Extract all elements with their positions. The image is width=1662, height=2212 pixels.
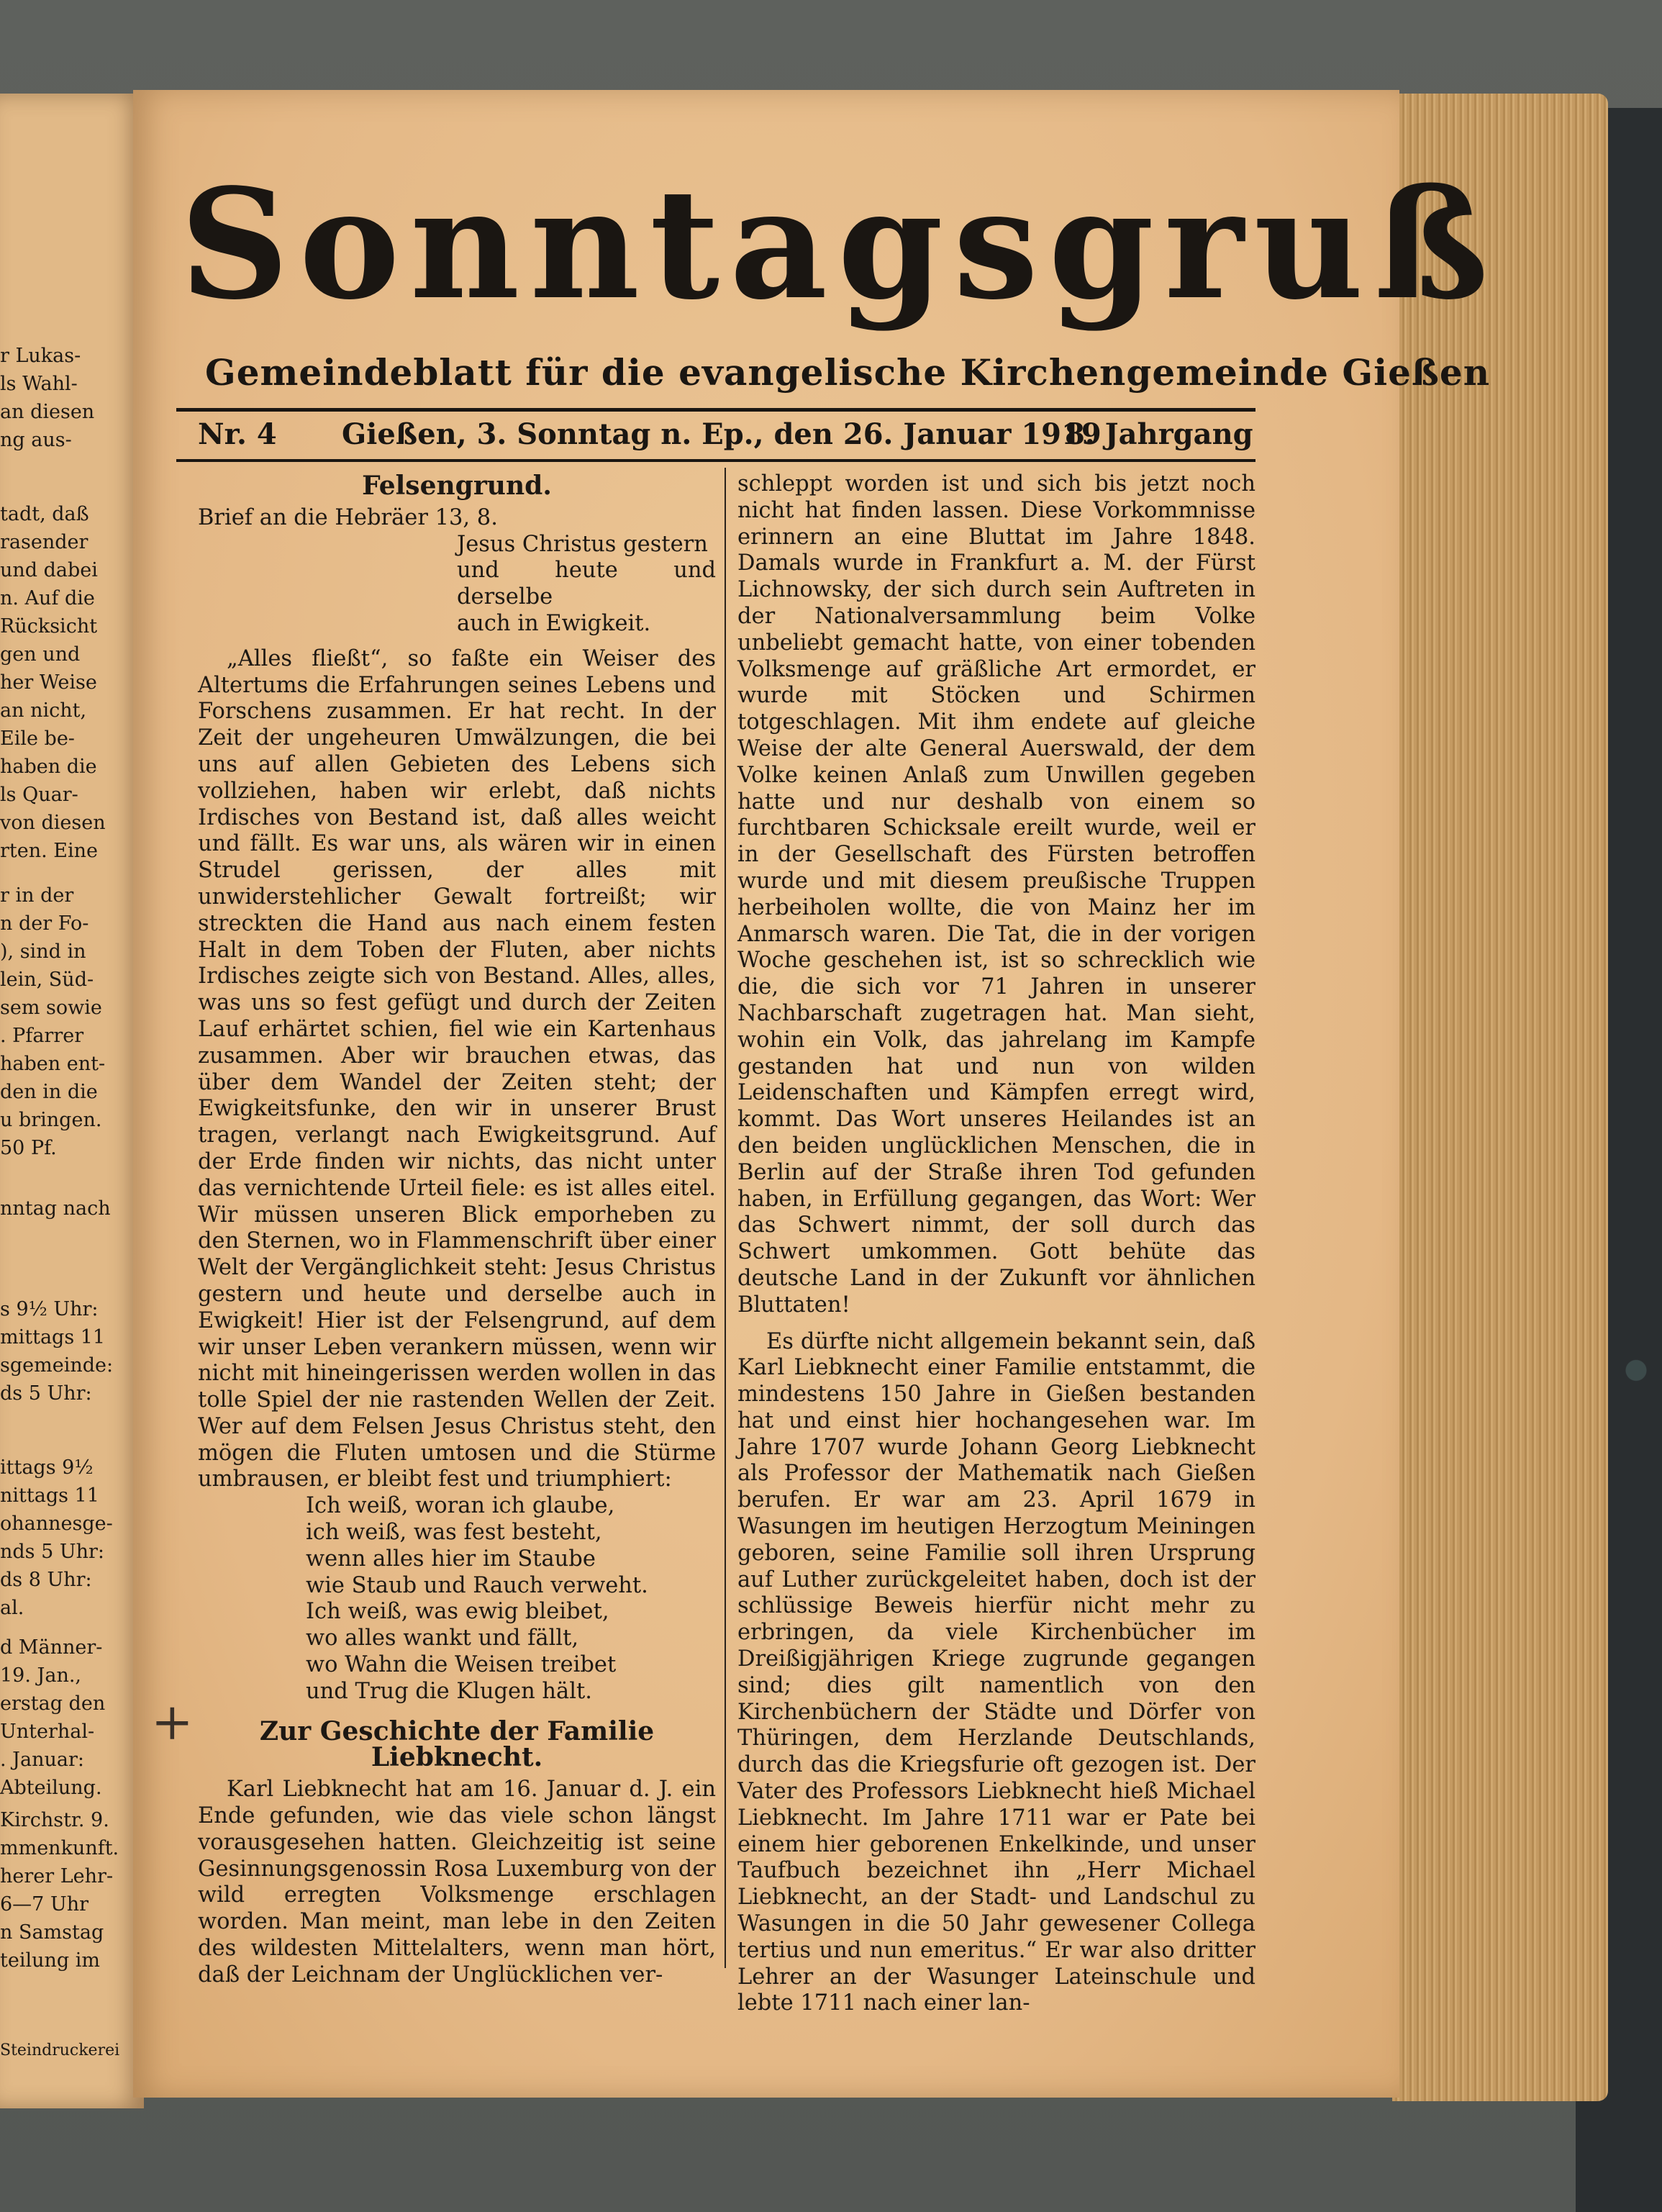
- issue-volume: 8. Jahrgang: [1065, 417, 1253, 451]
- previous-page-text: ittags 9½ nittags 11 ohannesge- nds 5 Uhr: ds 8 Uhr: al.: [0, 1456, 113, 1619]
- verse-line: und heute und derselbe: [457, 558, 716, 610]
- poem-line: Ich weiß, was ewig bleibet,: [306, 1599, 609, 1625]
- poem-line: wo alles wankt und fällt,: [306, 1626, 579, 1651]
- header-rule-top: [176, 408, 1255, 412]
- article-body: Es dürfte nicht allgemein bekannt sein, daß Karl Liebknecht einer Familie entstammt, die mindestens 150 Jahre in Gießen bestanden hat und einst hier hochangesehen war. Im Jahre 1707 wurde Johann Georg Liebknecht als Professor der Mathematik nach Gießen berufen. Er war am 23. April 1679 in Wasungen im heutigen Herzogtum Meiningen geboren, seine Familie soll ihren Ursprung auf Luther zurückgeleitet haben, doch ist der schlüssige Beweis hierfür nicht mehr zu erbringen, da viele Kirchenbücher im Dreißigjährigen Kriege zugrunde gegangen sind; dies gilt namentlich von den Kirchenbüchern der Städte und Dörfer von Thüringen, dem Herzlande Deutschlands, durch das die Kriegsfurie oft gezogen ist. Der Vater des Professors Liebknecht hieß Michael Liebknecht. Im Jahre 1711 war er Pate bei einem hier geborenen Enkelkinde, und unser Taufbuch bezeichnet ihn „Herr Michael Liebknecht, an der Stadt- und Landschul zu Wasungen in die 50 Jahr gewesener Collega tertius und nun emeritus.“ Er war also dritter Lehrer an der Wasunger Lateinschule und lebte 1711 nach einer lan-: [737, 1328, 1255, 2016]
- previous-page-text: r Lukas- ls Wahl- an diesen ng aus-: [0, 345, 95, 451]
- column-right: [737, 471, 1255, 2017]
- article-body: „Alles fließt“, so faßte ein Weiser des Altertums die Erfahrungen seines Lebens und Forschens zusammen. Er hat recht. In der Zeit der ungeheuren Umwälzungen, die bei uns auf allen Gebieten des Lebens sich vollziehen, haben wir erlebt, daß nichts Irdisches von Bestand ist, daß alles weicht und fällt. Es war uns, als wären wir in einen Strudel gerissen, der alles mit unwiderstehlicher Gewalt fortreißt; wir streckten die Hand aus nach einem festen Halt in dem Toben der Fluten, aber nichts Irdisches zeigte sich von Bestand. Alles, alles, was uns so fest gefügt und durch der Zeiten Lauf erhärtet schien, fiel wie ein Kartenhaus zusammen. Aber wir brauchen etwas, das über dem Wandel der Zeiten steht; der Ewigkeitsfunke, den wir in unserer Brust tragen, verlangt nach Ewigkeitsgrund. Auf der Erde finden wir nichts, das nicht unter das vernichtende Urteil fiele: es ist alles eitel. Wir müssen unseren Blick emporheben zu den Sternen, wo in Flammenschrift über einer Welt der Vergänglichkeit steht: Jesus Christus gestern und heute und derselbe auch in Ewigkeit! Hier ist der Felsengrund, auf dem wir unser Leben verankern müssen, wenn wir nicht mit hineingerissen werden wollen in das tolle Spiel der nie rastenden Wellen der Zeit. Wer auf dem Felsen Jesus Christus steht, den mögen die Fluten umtosen und die Stürme umbrausen, er bleibt fest und triumphiert:: [198, 645, 716, 1492]
- poem-line: ich weiß, was fest besteht,: [306, 1520, 602, 1546]
- article-heading: Felsengrund.: [362, 471, 552, 501]
- handwritten-mark: +: [151, 1692, 194, 1751]
- poem-line: wo Wahn die Weisen treibet: [306, 1652, 617, 1678]
- issue-date: Gießen, 3. Sonntag n. Ep., den 26. Januar 1919: [342, 417, 1102, 451]
- issue-line: [176, 417, 1255, 461]
- masthead: [173, 155, 1499, 394]
- previous-page-text: tadt, daß rasender und dabei n. Auf die Rücksicht gen und her Weise an nicht, Eile be- haben die ls Quar- von diesen rten. Eine: [0, 503, 106, 862]
- previous-page-text: d Männer- 19. Jan., erstag den Unterhal- . Januar: Abteilung.: [0, 1636, 106, 1799]
- header-rule-bottom: [176, 459, 1255, 462]
- masthead-title: Sonntagsgruß: [180, 155, 1499, 333]
- book-page-edges: [1392, 94, 1608, 2101]
- poem-line: wie Staub und Rauch verweht.: [306, 1572, 648, 1598]
- article-heading: Zur Geschichte der Familie Liebknecht.: [259, 1715, 655, 1773]
- previous-page-text: Kirchstr. 9. mmenkunft. herer Lehr- 6—7 Uhr n Samstag teilung im: [0, 1809, 119, 1972]
- article-body: schleppt worden ist und sich bis jetzt noch nicht hat finden lassen. Diese Vorkommnisse erinnern an eine Bluttat im Jahre 1848. Damals wurde in Frankfurt a. M. der Fürst Lichnowsky, der sich durch sein Auftreten in der Nationalversammlung beim Volke unbeliebt gemacht hatte, von einer tobenden Volksmenge auf gräßliche Art ermordet, er wurde mit Stöcken und Schirmen totgeschlagen. Mit ihm endete auf gleiche Weise der alte General Auerswald, der dem Volke keinen Anlaß zum Unwillen gegeben hatte und nur deshalb von einem so furchtbaren Schicksale ereilt wurde, weil er in der Gesellschaft des Fürsten betroffen wurde und mit diesem preußische Truppen herbeiholen wollte, die von Mainz her im Anmarsch waren. Die Tat, die in der vorigen Woche geschehen ist, ist so schrecklich wie die, die sich vor 71 Jahren in unserer Nachbarschaft zugetragen hat. Man sieht, wohin ein Volk, das jahrelang im Kampfe gestanden hat und nun von wilden Leidenschaften und Kämpfen erregt wird, kommt. Das Wort unseres Heilandes ist an den beiden unglücklichen Menschen, die in Berlin auf der Straße ihren Tod gefunden haben, in Erfüllung gegangen, das Wort: Wer das Schwert nimmt, der soll durch das Schwert umkommen. Gott behüte das deutsche Land in der Zukunft vor ähnlichen Bluttaten!: [737, 471, 1255, 1318]
- masthead-subtitle: Gemeindeblatt für die evangelische Kirchengemeinde Gießen: [205, 351, 1491, 394]
- verse-line: auch in Ewigkeit.: [457, 610, 651, 636]
- verse-line: Jesus Christus gestern: [457, 531, 708, 557]
- article-body: Karl Liebknecht hat am 16. Januar d. J. ein Ende gefunden, wie das viele schon längst vorausgesehen hatten. Gleichzeitig ist seine Gesinnungsgenossin Rosa Luxemburg von der wild erregten Volksmenge erschlagen worden. Man meint, man lebe in den Zeiten des wildesten Mittelalters, wenn man hört, daß der Leichnam der Unglücklichen ver-: [198, 1777, 716, 1987]
- column-divider: [725, 468, 726, 1968]
- poem-line: wenn alles hier im Staube: [306, 1546, 596, 1572]
- printer-imprint: Steindruckerei: [0, 2041, 120, 2059]
- previous-page-text: s 9½ Uhr: mittags 11 sgemeinde: ds 5 Uhr:: [0, 1298, 114, 1405]
- verse-reference: Brief an die Hebräer 13, 8.: [198, 504, 498, 530]
- previous-page-text: r in der n der Fo- ), sind in lein, Süd- sem sowie . Pfarrer haben ent- den in die u bringen. 50 Pf.: [0, 884, 106, 1159]
- poem-line: und Trug die Klugen hält.: [306, 1678, 592, 1704]
- previous-page: [0, 94, 144, 2108]
- poem-line: Ich weiß, woran ich glaube,: [306, 1493, 615, 1519]
- column-left: [198, 471, 716, 1989]
- issue-number: Nr. 4: [198, 417, 277, 451]
- previous-page-text: nntag nach: [0, 1197, 111, 1220]
